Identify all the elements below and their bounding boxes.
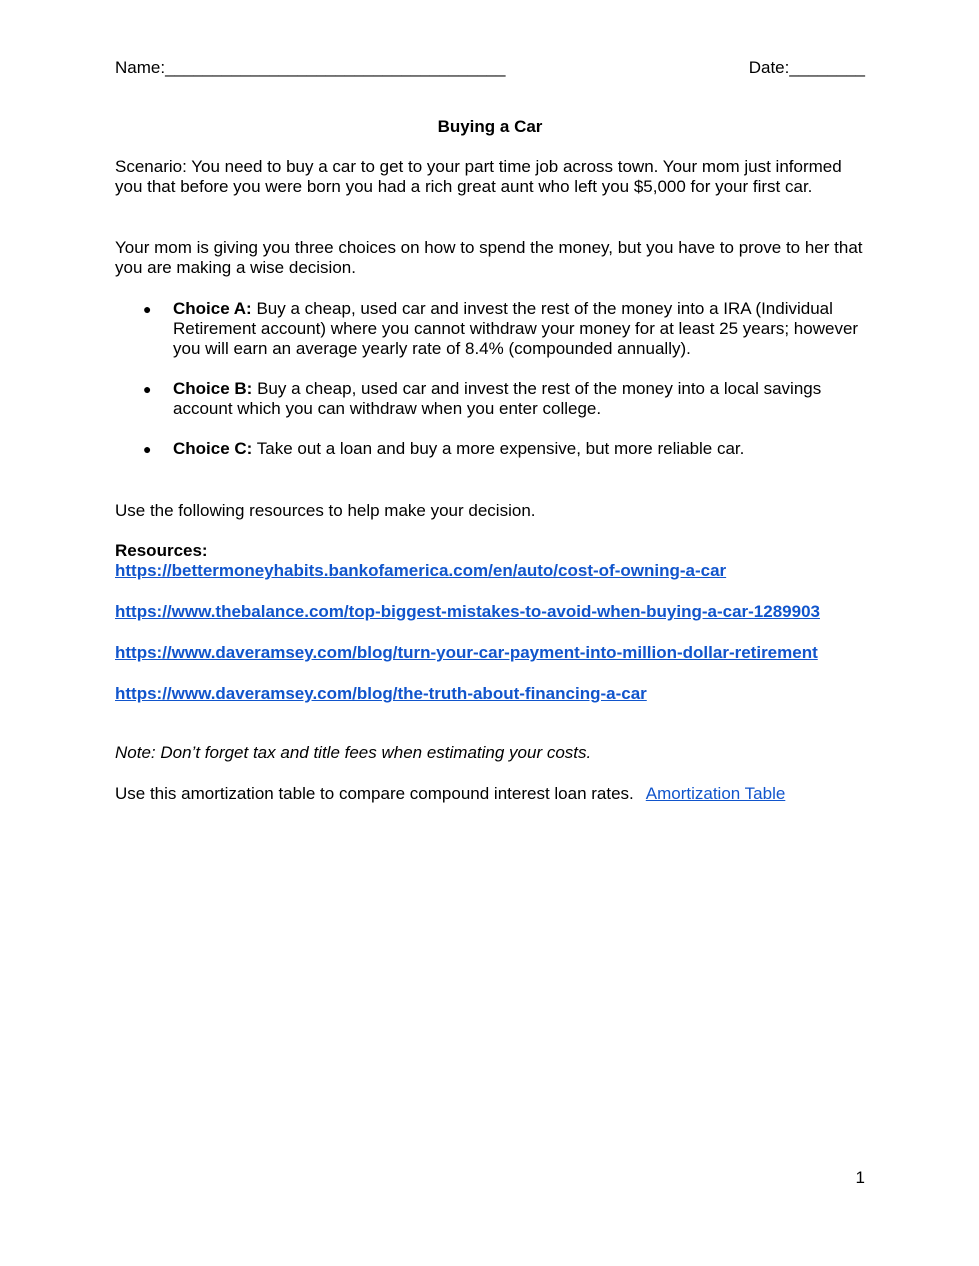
bullet-icon: ● <box>143 441 152 457</box>
resource-item <box>115 684 875 725</box>
resource-link-daveramsey-financing[interactable]: https://www.daveramsey.com/blog/the-truth-about-financing-a-car <box>115 684 647 703</box>
resource-link-thebalance[interactable]: https://www.thebalance.com/top-biggest-mistakes-to-avoid-when-buying-a-car-1289903 <box>115 602 820 621</box>
note-paragraph: Note: Don’t forget tax and title fees when estimating your costs. <box>115 743 592 762</box>
resources-heading: Resources: <box>115 541 208 560</box>
choice-a-item <box>115 299 865 359</box>
resource-item <box>115 643 875 684</box>
resource-link-daveramsey-retirement[interactable]: https://www.daveramsey.com/blog/turn-your-car-payment-into-million-dollar-retirement <box>115 643 818 662</box>
choice-b-text: Buy a cheap, used car and invest the rest of the money into a local savings account which you can withdraw when you enter college. <box>173 379 822 418</box>
choices-list <box>115 299 865 479</box>
choice-c-text: Take out a loan and buy a more expensive, but more reliable car. <box>252 439 745 458</box>
page-title: Buying a Car <box>437 117 543 136</box>
name-field: Name:____________________________________ <box>115 58 506 77</box>
bullet-icon: ● <box>143 381 152 397</box>
choices-intro-paragraph: Your mom is giving you three choices on how to spend the money, but you have to prove to her that you are making a wise decision. <box>115 238 863 277</box>
choice-b-item <box>115 379 865 419</box>
resource-link-bankofamerica[interactable]: https://bettermoneyhabits.bankofamerica.com/en/auto/cost-of-owning-a-car <box>115 561 727 580</box>
bullet-icon: ● <box>143 301 152 317</box>
resource-item <box>115 561 875 602</box>
choice-b-label: Choice B: <box>173 379 253 398</box>
page-number: 1 <box>855 1168 865 1187</box>
header-row <box>115 58 865 80</box>
date-field: Date:________ <box>748 58 865 77</box>
resources-intro-paragraph: Use the following resources to help make your decision. <box>115 501 536 520</box>
choice-a-label: Choice A: <box>173 299 252 318</box>
scenario-paragraph: Scenario: You need to buy a car to get to your part time job across town. Your mom just informed you that before you were born you had a rich great aunt who left you $5,000 for your first car. <box>115 157 842 196</box>
resource-links-list <box>115 561 875 725</box>
resource-item <box>115 602 875 643</box>
choice-c-item <box>115 439 865 459</box>
choice-c-label: Choice C: <box>173 439 253 458</box>
choice-a-text: Buy a cheap, used car and invest the rest of the money into a IRA (Individual Retirement account) where you cannot withdraw your money for at least 25 years; however you will earn an average yearly rate of 8.4% (compounded annually). <box>173 299 859 358</box>
amortization-text: Use this amortization table to compare compound interest loan rates. <box>115 784 634 803</box>
amortization-table-link[interactable]: Amortization Table <box>645 784 786 803</box>
amortization-paragraph <box>115 784 865 804</box>
